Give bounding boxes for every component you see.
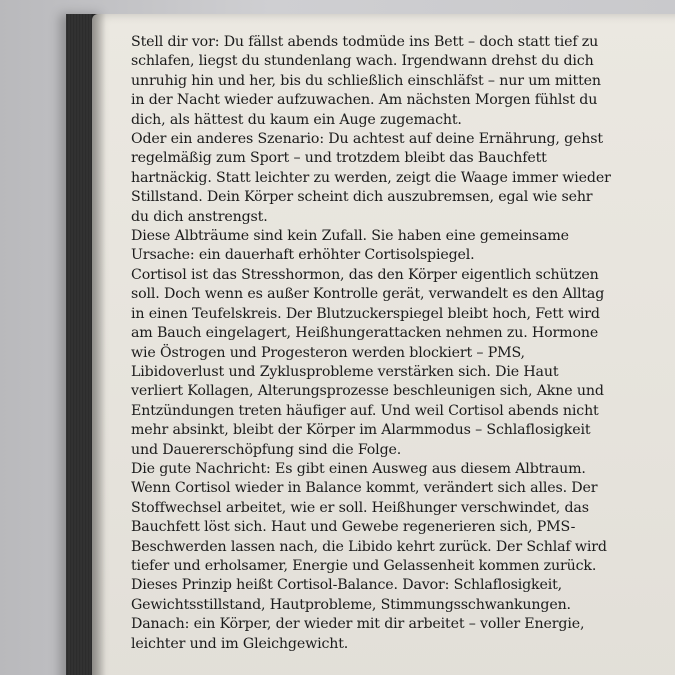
text-line: Die gute Nachricht: Es gibt einen Ausweg aus diesem Albtraum. (131, 460, 586, 477)
text-line: und Dauererschöpfung sind die Folge. (131, 441, 402, 458)
text-line: Oder ein anderes Szenario: Du achtest auf deine Ernährung, gehst (131, 131, 603, 148)
text-line: dich, als hättest du kaum ein Auge zugemacht. (131, 111, 462, 128)
text-line: Gewichtsstillstand, Hautprobleme, Stimmungsschwankungen. (131, 596, 571, 613)
text-line: Beschwerden lassen nach, die Libido kehrt zurück. Der Schlaf wird (131, 538, 607, 555)
text-line: Danach: ein Körper, der wieder mit dir arbeitet – voller Energie, (131, 616, 585, 633)
text-line: tiefer und erholsamer, Energie und Gelassenheit kommen zurück. (131, 557, 597, 574)
text-line: Libidoverlust und Zyklusprobleme verstärken sich. Die Haut (131, 363, 559, 380)
text-line: unruhig hin und her, bis du schließlich einschläfst – nur um mitten (131, 72, 601, 89)
text-line: in der Nacht wieder aufzuwachen. Am nächsten Morgen fühlst du (131, 92, 598, 109)
text-line: verliert Kollagen, Alterungsprozesse beschleunigen sich, Akne und (131, 383, 604, 400)
text-line: du dich anstrengst. (131, 208, 268, 225)
text-line: hartnäckig. Statt leichter zu werden, zeigt die Waage immer wieder (131, 169, 611, 186)
text-line: Cortisol ist das Stresshormon, das den Körper eigentlich schützen (131, 266, 599, 283)
gutter-shadow (92, 14, 106, 675)
text-line: Ursache: ein dauerhaft erhöhter Cortisolspiegel. (131, 247, 475, 264)
text-line: Entzündungen treten häufiger auf. Und weil Cortisol abends nicht (131, 402, 599, 419)
text-line: Bauchfett löst sich. Haut und Gewebe regenerieren sich, PMS- (131, 519, 576, 536)
text-line: Stillstand. Dein Körper scheint dich auszubremsen, egal wie sehr (131, 189, 593, 206)
text-line: regelmäßig zum Sport – und trotzdem bleibt das Bauchfett (131, 150, 547, 167)
text-line: Stell dir vor: Du fällst abends todmüde ins Bett – doch statt tief zu (131, 34, 599, 50)
text-line: Wenn Cortisol wieder in Balance kommt, verändert sich alles. Der (131, 480, 598, 497)
text-line: Diese Albträume sind kein Zufall. Sie haben eine gemeinsame (131, 228, 569, 245)
text-line: wie Östrogen und Progesteron werden blockiert – PMS, (131, 344, 525, 361)
text-line: Dieses Prinzip heißt Cortisol-Balance. Davor: Schlaflosigkeit, (131, 577, 563, 594)
text-line: schlafen, liegst du stundenlang wach. Irgendwann drehst du dich (131, 53, 594, 70)
text-line: soll. Doch wenn es außer Kontrolle gerät, verwandelt es den Alltag (131, 286, 605, 303)
text-line: am Bauch eingelagert, Heißhungerattacken nehmen zu. Hormone (131, 325, 599, 342)
text-line: mehr absinkt, bleibt der Körper im Alarmmodus – Schlaflosigkeit (131, 422, 591, 439)
text-line: leichter und im Gleichgewicht. (131, 635, 349, 652)
text-line: in einen Teufelskreis. Der Blutzuckerspiegel bleibt hoch, Fett wird (131, 305, 600, 322)
body-text (131, 33, 651, 654)
text-line: Stoffwechsel arbeitet, wie er soll. Heißhunger verschwindet, das (131, 499, 589, 516)
